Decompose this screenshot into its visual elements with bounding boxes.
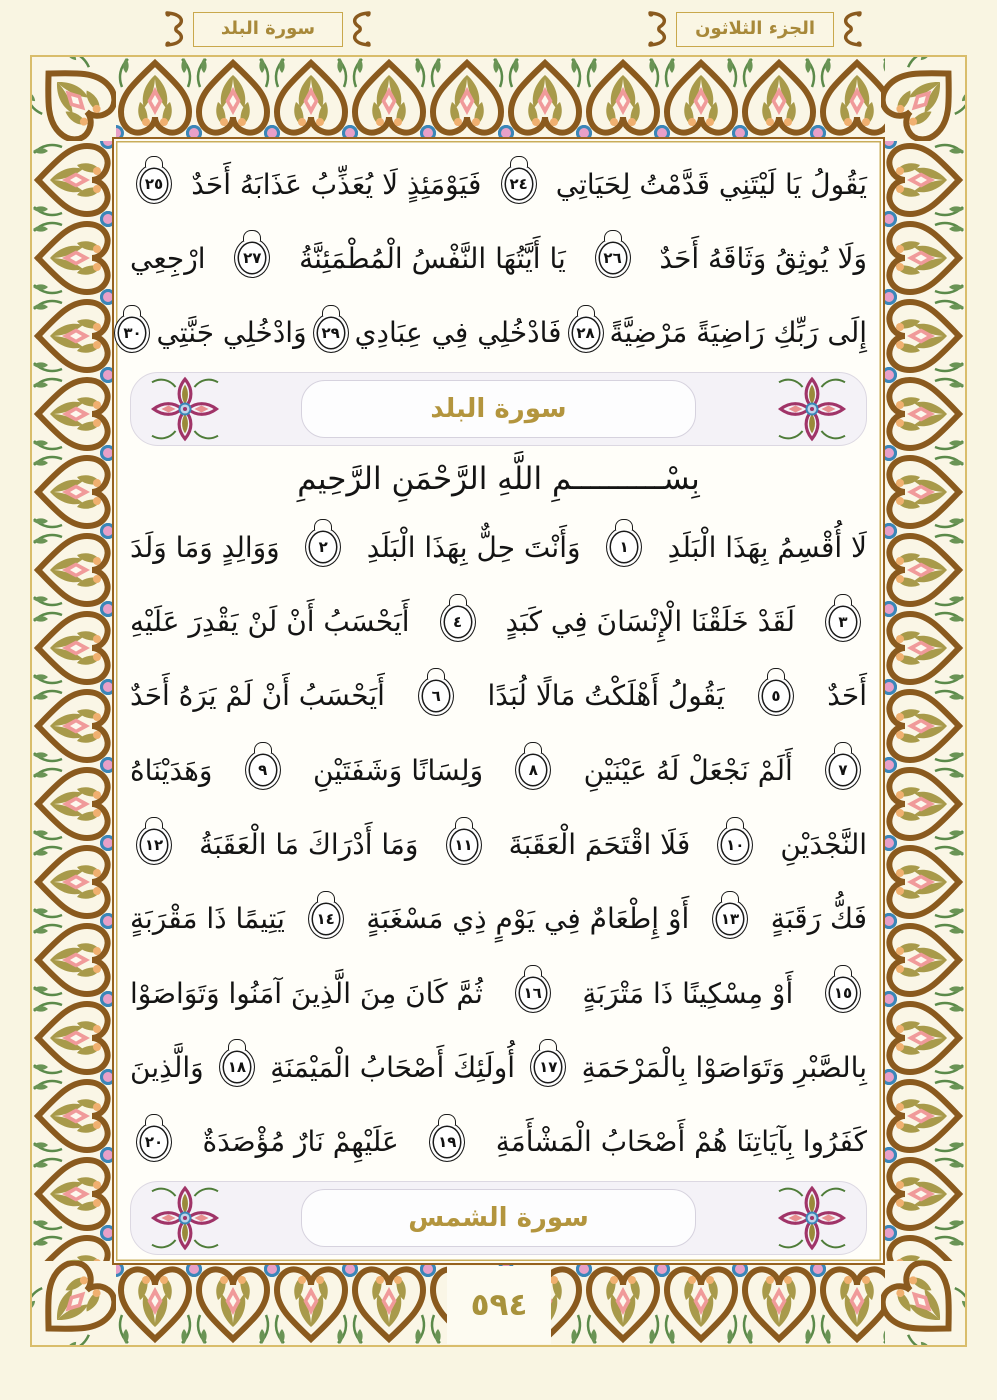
ayah-marker: ٢ [305,527,341,567]
ayah-marker: ٢٥ [136,164,172,204]
corner-ornament-bottom-left [32,1261,116,1345]
ayah-marker: ١١ [446,825,482,865]
verse-text: ارْجِعِي [130,241,206,275]
border-pattern-top [116,57,885,141]
verse-text: أَوْ إِطْعَامٌ فِي يَوْمٍ ذِي مَسْغَبَةٍ [366,902,690,936]
quran-line [123,298,867,368]
verse-text: وَهَدَيْنَاهُ [130,753,213,787]
verse-text: ثُمَّ كَانَ مِنَ الَّذِينَ آمَنُوا وَتَوَاصَوْا [130,976,483,1010]
verse-text: إِلَى رَبِّكِ رَاضِيَةً مَرْضِيَّةً [609,316,867,350]
verse-text: بِالصَّبْرِ وَتَوَاصَوْا بِالْمَرْحَمَةِ [581,1050,867,1084]
verse-text: وَلِسَانًا وَشَفَتَيْنِ [312,753,484,787]
text-panel [112,137,885,1265]
banner-rosette-icon [139,376,231,442]
ayah-marker: ١٨ [219,1047,255,1087]
ayah-marker: ٩ [245,750,281,790]
ayah-marker: ٢٤ [501,164,537,204]
surah-name-box [193,12,343,47]
page-number: ٥٩٤ [470,1287,528,1323]
ayah-marker: ١٢ [136,825,172,865]
juz-label: الجزء الثلاثون [695,17,815,39]
ayah-marker: ١٠ [717,825,753,865]
ayah-marker: ٥ [758,676,794,716]
bracket-icon [347,9,373,49]
ayah-marker: ٣ [825,602,861,642]
verse-text: كَفَرُوا بِآيَاتِنَا هُمْ أَصْحَابُ الْمَشْأَمَةِ [495,1125,867,1159]
surah-title-box [301,1189,696,1247]
corner-ornament-bottom-right [881,1261,965,1345]
surah-banner-balad [130,372,867,446]
verse-text: عَلَيْهِمْ نَارٌ مُؤْصَدَةٌ [202,1125,399,1159]
border-pattern-left [32,141,116,1261]
quran-line [130,1032,867,1102]
header-juz-cartouche [646,8,864,50]
verse-text: أُولَئِكَ أَصْحَابُ الْمَيْمَنَةِ [270,1050,516,1084]
verse-text: يَا أَيَّتُهَا النَّفْسُ الْمُطْمَئِنَّةُ [299,241,566,275]
ayah-marker: ١٤ [308,899,344,939]
verse-text: وَادْخُلِي جَنَّتِي [156,316,307,350]
verse-text: وَأَنْتَ حِلٌّ بِهَذَا الْبَلَدِ [366,530,581,564]
verse-text: وَالَّذِينَ [130,1050,204,1084]
surah-banner-shams [130,1181,867,1255]
border-pattern-right [881,141,965,1261]
ayah-marker: ٤ [440,602,476,642]
ayah-marker: ١٩ [429,1122,465,1162]
surah-title-box [301,380,696,438]
verse-text: يَقُولُ يَا لَيْتَنِي قَدَّمْتُ لِحَيَاتِي [555,167,867,201]
ayah-marker: ٢٩ [313,313,349,353]
surah-title: سورة البلد [430,393,567,424]
ayah-marker: ١٦ [515,973,551,1013]
verse-text: أَيَحْسَبُ أَنْ لَنْ يَقْدِرَ عَلَيْهِ [130,605,410,639]
ayah-marker: ٢٧ [234,238,270,278]
quran-line [130,661,867,731]
quran-line [130,958,867,1028]
ayah-marker: ١٣ [712,899,748,939]
page-number-box [447,1266,551,1344]
quran-line [130,884,867,954]
ayah-marker: ٢٦ [595,238,631,278]
banner-rosette-icon [139,1185,231,1251]
verse-text: فَيَوْمَئِذٍ لَا يُعَذِّبُ عَذَابَهُ أَحَدٌ [191,167,482,201]
verse-text: وَمَا أَدْرَاكَ مَا الْعَقَبَةُ [199,828,419,862]
ayah-marker: ٣٠ [114,313,150,353]
verse-text: وَوَالِدٍ وَمَا وَلَدَ [130,530,280,564]
verse-text: فَادْخُلِي فِي عِبَادِي [354,316,562,350]
corner-ornament-top-left [32,57,116,141]
juz-name-box [676,12,834,47]
verse-text: فَكُّ رَقَبَةٍ [770,902,867,936]
verse-text: وَلَا يُوثِقُ وَثَاقَهُ أَحَدٌ [659,241,867,275]
ornamental-border-frame [30,55,967,1347]
verse-text: يَقُولُ أَهْلَكْتُ مَالًا لُبَدًا [487,679,725,713]
bracket-icon [163,9,189,49]
ayah-marker: ١ [606,527,642,567]
verse-text: أَيَحْسَبُ أَنْ لَمْ يَرَهُ أَحَدٌ [130,679,385,713]
verse-text: أَوْ مِسْكِينًا ذَا مَتْرَبَةٍ [582,976,794,1010]
verse-text: أَحَدٌ [827,679,867,713]
quran-line [130,1107,867,1177]
corner-ornament-top-right [881,57,965,141]
ayah-marker: ٧ [825,750,861,790]
ayah-marker: ١٥ [825,973,861,1013]
verse-text: فَلَا اقْتَحَمَ الْعَقَبَةَ [508,828,691,862]
verse-text: يَتِيمًا ذَا مَقْرَبَةٍ [130,902,285,936]
quran-line [130,587,867,657]
bismillah-text: بِسْــــــــــمِ اللَّهِ الرَّحْمَنِ الرَّحِيمِ [297,461,700,498]
quran-line [130,810,867,880]
quran-line [130,149,867,219]
bracket-icon [646,9,672,49]
ayah-marker: ٨ [515,750,551,790]
banner-rosette-icon [766,376,858,442]
verse-text: النَّجْدَيْنِ [780,828,867,862]
ayah-marker: ٦ [418,676,454,716]
quran-line [130,735,867,805]
verse-text: لَقَدْ خَلَقْنَا الْإِنْسَانَ فِي كَبَدٍ [505,605,796,639]
surah-title: سورة الشمس [408,1202,589,1233]
ayah-marker: ٢٨ [568,313,604,353]
quran-line [130,223,867,293]
text-panel-content [114,139,883,1263]
ayah-marker: ٢٠ [136,1122,172,1162]
verse-text: أَلَمْ نَجْعَلْ لَهُ عَيْنَيْنِ [583,753,793,787]
header-surah-cartouche [163,8,373,50]
surah-name-label: سورة البلد [220,17,316,39]
banner-rosette-icon [766,1185,858,1251]
verse-text: لَا أُقْسِمُ بِهَذَا الْبَلَدِ [667,530,867,564]
quran-line [130,512,867,582]
ayah-marker: ١٧ [530,1047,566,1087]
bracket-icon [838,9,864,49]
